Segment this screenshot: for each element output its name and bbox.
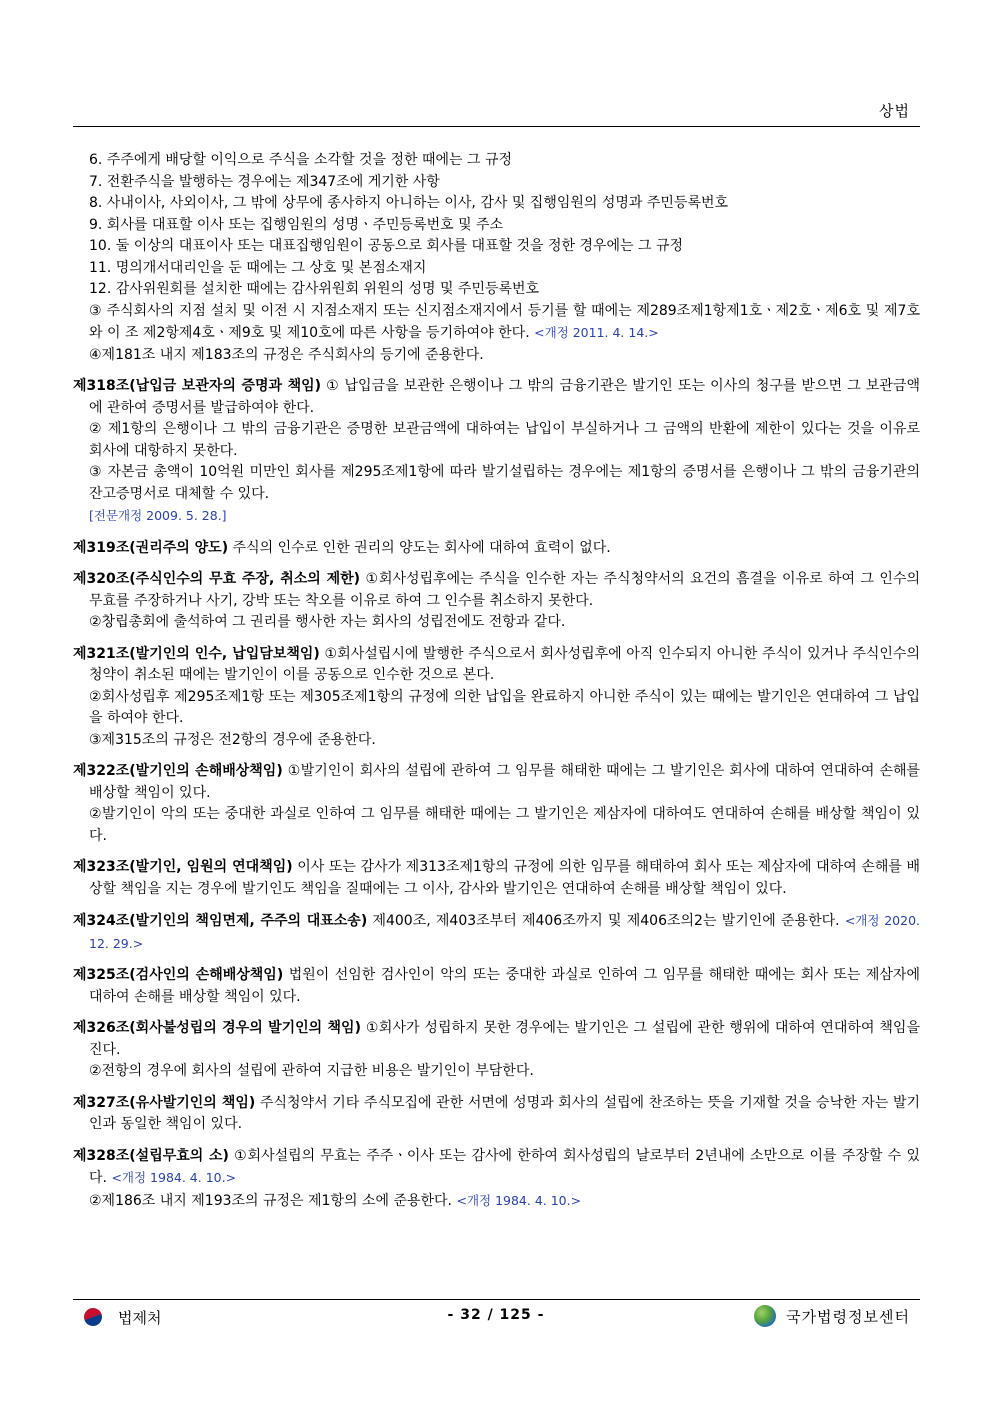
article-text: 제400조, 제403조부터 제406조까지 및 제406조의2는 발기인에 준용한다. [367, 913, 840, 929]
paragraph-text: ③ 주식회사의 지점 설치 및 이전 시 지점소재지 또는 신지점소재지에서 등기를 할 때에는 제289조제1항제1호ㆍ제2호ㆍ제6호 및 제7호와 이 조 제2항제4호ㆍ제9호 및 제10호에 따른 사항을 등기하여야 한다. [89, 302, 920, 341]
article-paragraph: ③ 자본금 총액이 10억원 미만인 회사를 제295조제1항에 따라 발기설립하는 경우에는 제1항의 증명서를 은행이나 그 밖의 금융기관의 잔고증명서로 대체할 수 있다. [89, 464, 920, 502]
paragraph-3 [73, 301, 920, 345]
page-number: - 32 / 125 - [447, 1307, 545, 1323]
article-title: 제318조(납입금 보관자의 증명과 책임) [73, 378, 322, 394]
article-text: 법원이 선임한 검사인이 악의 또는 중대한 과실로 인하여 그 임무를 해태한 때에는 회사 또는 제삼자에 대하여 손해를 배상할 책임이 있다. [89, 967, 920, 1005]
article-title: 제321조(발기인의 인수, 납입담보책임) [73, 645, 320, 662]
article-318 [73, 376, 920, 528]
paragraph-4: ④제181조 내지 제183조의 규정은 주식회사의 등기에 준용한다. [89, 346, 484, 363]
article-title: 제320조(주식인수의 무효 주장, 취소의 제한) [73, 571, 361, 587]
article-text: ① 납입금을 보관한 은행이나 그 밖의 금융기관은 발기인 또는 이사의 청구를 받으면 그 보관금액에 관하여 증명서를 발급하여야 한다. [89, 378, 921, 416]
amendment-note: <개정 2011. 4. 14.> [534, 325, 659, 340]
article-title: 제325조(검사인의 손해배상책임) [73, 967, 284, 983]
article-paragraph: ②제186조 내지 제193조의 규정은 제1항의 소에 준용한다. [89, 1192, 453, 1209]
amendment-note: [전문개정 2009. 5. 28.] [89, 508, 227, 523]
list-item: 9. 회사를 대표할 이사 또는 집행임원의 성명ㆍ주민등록번호 및 주소 [89, 216, 504, 233]
footer-divider [73, 1299, 920, 1300]
list-item: 7. 전환주식을 발행하는 경우에는 제347조에 게기한 사항 [89, 173, 440, 190]
article-text: ①발기인이 회사의 설립에 관하여 그 임무를 해태한 때에는 그 발기인은 회사에 대하여 연대하여 손해를 배상할 책임이 있다. [89, 763, 920, 801]
article-321 [73, 644, 920, 752]
article-paragraph: ②회사성립후 제295조제1항 또는 제305조제1항의 규정에 의한 납입을 완료하지 아니한 주식이 있는 때에는 발기인은 연대하여 그 납입을 하여야 한다. [89, 688, 920, 726]
article-text: ①회사가 성립하지 못한 경우에는 발기인은 그 설립에 관한 행위에 대하여 연대하여 책임을 진다. [89, 1020, 920, 1058]
article-text: ①회사성립후에는 주식을 인수한 자는 주식청약서의 요건의 흠결을 이유로 하여 그 인수의 무효를 주장하거나 사기, 강박 또는 착오를 이유로 하여 그 인수를 취소하지 못한다. [89, 571, 920, 609]
article-title: 제323조(발기인, 임원의 연대책임) [73, 859, 293, 875]
article-325 [73, 965, 920, 1008]
article-title: 제319조(권리주의 양도) [73, 539, 229, 556]
article-text: ①회사설립시에 발행한 주식으로서 회사성립후에 아직 인수되지 아니한 주식이 있거나 주식인수의 청약이 취소된 때에는 발기인이 이를 공동으로 인수한 것으로 본다. [89, 645, 920, 683]
document-body [73, 150, 920, 1212]
article-324 [73, 910, 920, 955]
article-title: 제324조(발기인의 책임면제, 주주의 대표소송) [73, 913, 368, 929]
list-item: 11. 명의개서대리인을 둔 때에는 그 상호 및 본점소재지 [89, 259, 427, 276]
amendment-note: <개정 1984. 4. 10.> [111, 1170, 237, 1185]
footer-center-name: 국가법령정보센터 [786, 1307, 910, 1326]
article-paragraph: ③제315조의 규정은 전2항의 경우에 준용한다. [89, 731, 376, 748]
list-item: 6. 주주에게 배당할 이익으로 주식을 소각할 것을 정한 때에는 그 규정 [89, 152, 513, 168]
article-322 [73, 761, 920, 847]
footer-org-name: 법제처 [118, 1308, 162, 1327]
article-text: 주식청약서 기타 주식모집에 관한 서면에 성명과 회사의 설립에 찬조하는 뜻을 기재할 것을 승낙한 자는 발기인과 동일한 책임이 있다. [89, 1094, 920, 1132]
article-title: 제322조(발기인의 손해배상책임) [73, 763, 283, 779]
amendment-note: <개정 2020. 12. 29.> [89, 913, 920, 951]
amendment-note: <개정 1984. 4. 10.> [456, 1192, 582, 1208]
article-323 [73, 857, 920, 900]
globe-logo-icon [754, 1305, 776, 1327]
article-text: 주식의 인수로 인한 권리의 양도는 회사에 대하여 효력이 없다. [228, 539, 611, 556]
article-paragraph: ② 제1항의 은행이나 그 밖의 금융기관은 증명한 보관금액에 대하여는 납입이 부실하거나 그 금액의 반환에 제한이 있다는 것을 이유로 회사에 대항하지 못한다. [89, 421, 920, 459]
article-paragraph: ②창립총회에 출석하여 그 권리를 행사한 자는 회사의 성립전에도 전항과 같다. [89, 614, 566, 630]
list-item: 10. 둘 이상의 대표이사 또는 대표집행임원이 공동으로 회사를 대표할 것을 정한 경우에는 그 규정 [89, 238, 684, 254]
article-328 [73, 1146, 920, 1213]
article-320 [73, 569, 920, 634]
header-divider [73, 126, 920, 127]
article-327 [73, 1093, 920, 1136]
list-item: 8. 사내이사, 사외이사, 그 밖에 상무에 종사하지 아니하는 이사, 감사 및 집행임원의 성명과 주민등록번호 [89, 195, 729, 211]
article-text: 이사 또는 감사가 제313조제1항의 규정에 의한 임무를 해태하여 회사 또는 제삼자에 대하여 손해를 배상할 책임을 지는 경우에 발기인도 책임을 질때에는 그 이사, 감사와 발기인은 연대하여 손해를 배상할 책임이 있다. [89, 859, 920, 897]
article-319 [73, 538, 920, 560]
article-paragraph: ②전항의 경우에 회사의 설립에 관하여 지급한 비용은 발기인이 부담한다. [89, 1063, 534, 1079]
article-326 [73, 1018, 920, 1083]
footer-right [754, 1303, 910, 1329]
article-paragraph: ②발기인이 악의 또는 중대한 과실로 인하여 그 임무를 해태한 때에는 그 발기인은 제삼자에 대하여도 연대하여 손해를 배상할 책임이 있다. [89, 806, 920, 844]
article-title: 제328조(설립무효의 소) [73, 1147, 229, 1164]
list-item: 12. 감사위원회를 설치한 때에는 감사위원회 위원의 성명 및 주민등록번호 [89, 281, 540, 297]
article-title: 제327조(유사발기인의 책임) [73, 1094, 256, 1111]
page-header-title: 상법 [879, 102, 910, 120]
article-text: ①회사설립의 무효는 주주ㆍ이사 또는 감사에 한하여 회사성립의 날로부터 2년내에 소만으로 이를 주장할 수 있다. [89, 1147, 920, 1186]
article-title: 제326조(회사불성립의 경우의 발기인의 책임) [73, 1020, 361, 1036]
